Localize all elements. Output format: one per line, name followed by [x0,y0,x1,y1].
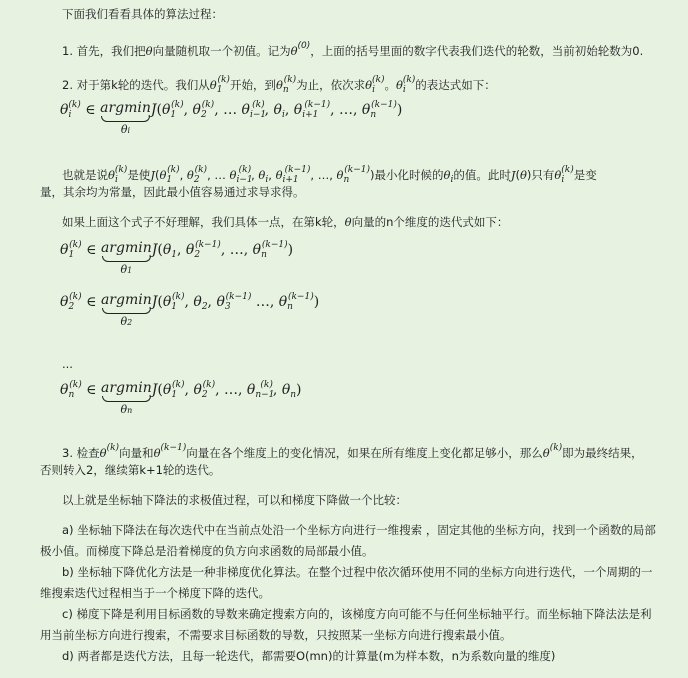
compare-d-line1: d) 两者都是迭代方法，且每一轮迭代，都需要O(mn)的计算量(m为样本数，n为系数向量的维度) [62,649,556,663]
concrete-text: 如果上面这个式子不好理解，我们具体一点，在第k轮，θ向量的n个维度的迭代式如下： [62,215,509,229]
equation-2: $\theta_2^{(k)}$ ∈ argmin θ2 $J(\theta_1^{(k)}$, $\theta_2$, $\theta_3^{(k-1)}$ …, $\theta_n^{(k-1)}$) [60,292,320,328]
explain2-text: 量，其余均为常量，因此最小值容易通过求导求得。 [40,185,305,199]
step3-line2: 否则转入2，继续第k+1轮的迭代。 [40,463,221,477]
step3-text: 3. 检查$\theta^{(k)}$向量和$\theta^{(k-1)}$向量在各个维度上的变化情况，如果在所有维度上变化都足够小，那么$\theta^{(k)}$即为最终结果， [62,443,643,460]
compare-c-line1: c) 梯度下降是利用目标函数的导数来确定搜索方向的，该梯度方向可能不与任何坐标轴平行。而坐标轴下降法法是利 [62,607,652,621]
equation-main: $\theta_i^{(k)}$ ∈ argmin θi $J(\theta_1^{(k)}$, $\theta_2^{(k)}$, … $\theta_{i-1}^{(k)}$, $\theta_i$, $\theta_{i+1}^{(k-1)}$, …, $\theta_n^{(k-1)}$) [60,100,403,136]
step1-text: 1. 首先，我们把θ向量随机取一个初值。记为$\theta^{(0)}$，上面的括号里面的数字代表我们迭代的轮数，当前初始轮数为0. [62,41,644,58]
equation-n: $\theta_n^{(k)}$ ∈ argmin θn $J(\theta_1^{(k)}$, $\theta_2^{(k)}$, …, $\theta_{n-1}^{(k)}$, $\theta_n$) [60,380,302,416]
intro-text: 下面我们看看具体的算法过程： [62,7,223,21]
compare-intro: 以上就是坐标轴下降法的求极值过程，可以和梯度下降做一个比较： [62,493,407,507]
compare-a-line2: 极小值。而梯度下降总是沿着梯度的负方向求函数的局部最小值。 [40,544,374,558]
explain1-text: 也就是说$\theta_i^{(k)}$是使$J(\theta_1^{(k)}$, $\theta_2^{(k)}$, … $\theta_{i-1}^{(k)}$, $\theta_i$, $\theta_{i+1}^{(k-1)}$, …, $\theta_n^{(k-1)}$)最小化时候的$\theta_i$的值。此时J(θ)只有$\theta_i^{(k)}$是变 [62,165,597,185]
step2-text: 2. 对于第k轮的迭代。我们从$\theta_1^{(k)}$开始，到$\theta_n^{(k)}$为止，依次求$\theta_i^{(k)}$。$\theta_i^{(k)}$的表达式如下： [62,75,496,95]
compare-c-line2: 用当前坐标方向进行搜索，不需要求目标函数的导数，只按照某一坐标方向进行搜索最小值。 [40,628,512,642]
equation-1: $\theta_1^{(k)}$ ∈ argmin θ1 $J(\theta_1$, $\theta_2^{(k-1)}$, …, $\theta_n^{(k-1)}$) [60,240,294,276]
ellipsis-text: ... [62,357,73,371]
compare-b-line1: b) 坐标轴下降优化方法是一种非梯度优化算法。在整个过程中依次循环使用不同的坐标方向进行迭代，一个周期的一 [62,565,653,579]
compare-b-line2: 维搜索迭代过程相当于一个梯度下降的迭代。 [40,586,270,600]
compare-a-line1: a) 坐标轴下降法在每次迭代中在当前点处沿一个坐标方向进行一维搜索 ，固定其他的坐标方向，找到一个函数的局部 [62,523,656,537]
